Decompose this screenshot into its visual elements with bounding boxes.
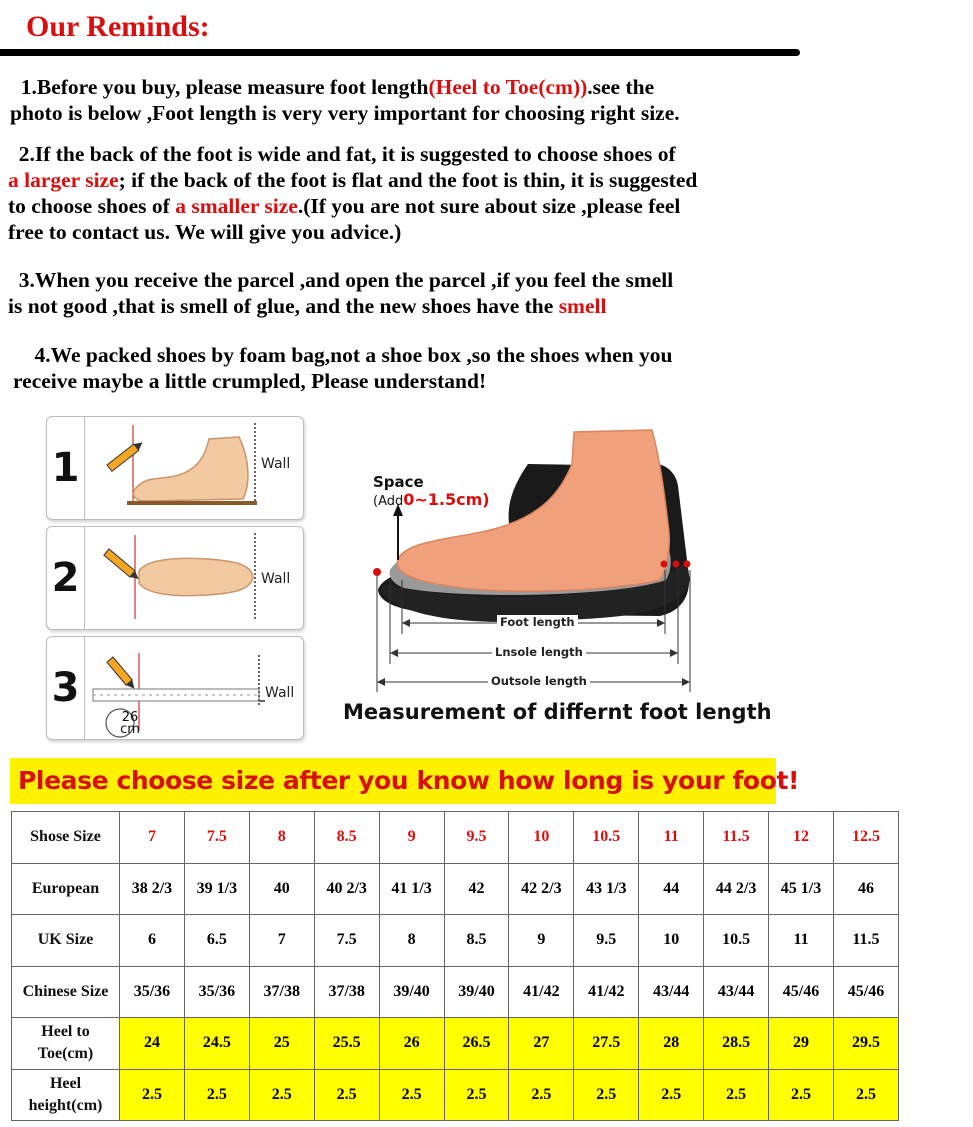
- table-cell: 8.5: [314, 812, 379, 864]
- table-cell: 39 1/3: [184, 863, 249, 915]
- table-cell: 2.5: [184, 1069, 249, 1121]
- measure-badge-unit: cm: [120, 722, 140, 737]
- reminder-2-line-3b: .(If you are not sure about size ,please feel: [297, 194, 681, 218]
- table-cell: 38 2/3: [120, 863, 185, 915]
- european-row: [12, 863, 899, 915]
- reminder-2-line-3a: to choose shoes of: [8, 194, 176, 218]
- foot-length-label: Foot length: [497, 615, 578, 629]
- table-cell: 2.5: [769, 1069, 834, 1121]
- reminder-2-line-1: 2.If the back of the foot is wide and fat, it is suggested to choose shoes of: [8, 142, 676, 166]
- reminder-2-smaller-size: a smaller size: [175, 194, 298, 218]
- table-cell: 40 2/3: [314, 863, 379, 915]
- table-cell: 11: [639, 812, 704, 864]
- space-label: Space: [373, 473, 424, 491]
- table-cell: 41/42: [509, 966, 574, 1018]
- table-cell: 2.5: [509, 1069, 574, 1121]
- table-cell: 37/38: [249, 966, 314, 1018]
- table-cell: 2.5: [314, 1069, 379, 1121]
- table-cell: 39/40: [444, 966, 509, 1018]
- step-1-panel: [46, 416, 304, 520]
- reminder-1-text-a: 1.Before you buy, please measure foot length: [10, 75, 429, 99]
- table-cell: 41 1/3: [379, 863, 444, 915]
- table-cell: 8: [249, 812, 314, 864]
- diagram-title: Measurement of differnt foot length: [343, 700, 772, 724]
- step-1-number: 1: [47, 417, 85, 519]
- outsole-length-label: Outsole length: [488, 674, 590, 688]
- table-cell: 2.5: [574, 1069, 639, 1121]
- table-cell: 25: [249, 1018, 314, 1070]
- table-cell: 9.5: [574, 915, 639, 967]
- size-table-body: [12, 812, 899, 1121]
- row-header: Chinese Size: [12, 966, 120, 1018]
- uk-size-row: [12, 915, 899, 967]
- table-cell: 7: [249, 915, 314, 967]
- wall-label-2: Wall: [261, 571, 291, 587]
- row-header: Heel height(cm): [12, 1069, 120, 1121]
- wall-label-3: Wall: [265, 685, 295, 701]
- table-cell: 12: [769, 812, 834, 864]
- table-cell: 28: [639, 1018, 704, 1070]
- table-cell: 26.5: [444, 1018, 509, 1070]
- table-cell: 24: [120, 1018, 185, 1070]
- table-cell: 45/46: [833, 966, 898, 1018]
- row-header: UK Size: [12, 915, 120, 967]
- reminder-3: [8, 267, 673, 319]
- reminder-1-highlight: (Heel to Toe(cm)): [428, 75, 588, 99]
- table-cell: 9.5: [444, 812, 509, 864]
- table-cell: 45 1/3: [769, 863, 834, 915]
- measure-badge: [117, 712, 143, 736]
- table-cell: 2.5: [639, 1069, 704, 1121]
- table-cell: 2.5: [249, 1069, 314, 1121]
- table-cell: 40: [249, 863, 314, 915]
- table-cell: 6: [120, 915, 185, 967]
- table-cell: 46: [833, 863, 898, 915]
- table-cell: 10.5: [704, 915, 769, 967]
- heel-height-row: [12, 1069, 899, 1121]
- table-cell: 44 2/3: [704, 863, 769, 915]
- table-cell: 11: [769, 915, 834, 967]
- table-cell: 2.5: [120, 1069, 185, 1121]
- table-cell: 39/40: [379, 966, 444, 1018]
- reminder-4-line-1: 4.We packed shoes by foam bag,not a shoe box ,so the shoes when you: [13, 343, 673, 367]
- table-cell: 7.5: [314, 915, 379, 967]
- row-header: European: [12, 863, 120, 915]
- table-cell: 35/36: [120, 966, 185, 1018]
- table-cell: 12.5: [833, 812, 898, 864]
- table-cell: 2.5: [444, 1069, 509, 1121]
- table-cell: 43 1/3: [574, 863, 639, 915]
- reminder-2: [8, 141, 697, 245]
- page-heading: Our Reminds:: [26, 10, 210, 43]
- measure-badge-number: 26: [121, 710, 139, 725]
- heading-divider: [0, 49, 800, 56]
- table-cell: 25.5: [314, 1018, 379, 1070]
- table-cell: 10.5: [574, 812, 639, 864]
- table-cell: 27: [509, 1018, 574, 1070]
- table-cell: 42 2/3: [509, 863, 574, 915]
- table-cell: 37/38: [314, 966, 379, 1018]
- row-header: Heel to Toe(cm): [12, 1018, 120, 1070]
- insole-length-label: Lnsole length: [492, 645, 586, 659]
- table-cell: 8.5: [444, 915, 509, 967]
- reminder-2-line-2: ; if the back of the foot is flat and the foot is thin, it is suggested: [118, 168, 698, 192]
- size-banner-text: Please choose size after you know how long is your foot!: [18, 766, 800, 795]
- reminder-3-line-1: 3.When you receive the parcel ,and open the parcel ,if you feel the smell: [8, 268, 674, 292]
- step-2-panel: [46, 526, 304, 630]
- table-cell: 29: [769, 1018, 834, 1070]
- table-cell: 41/42: [574, 966, 639, 1018]
- space-add-prefix: (Add: [373, 494, 404, 509]
- reminder-3-smell: smell: [558, 294, 607, 318]
- reminder-2-larger-size: a larger size: [8, 168, 119, 192]
- row-header: Shose Size: [12, 812, 120, 864]
- table-cell: 27.5: [574, 1018, 639, 1070]
- table-cell: 2.5: [704, 1069, 769, 1121]
- reminder-1-line-2: photo is below ,Foot length is very very important for choosing right size.: [10, 101, 680, 125]
- reminder-4: [13, 342, 672, 394]
- table-cell: 10: [509, 812, 574, 864]
- reminder-2-line-4: free to contact us. We will give you advice.): [8, 220, 402, 244]
- table-cell: 45/46: [769, 966, 834, 1018]
- reminder-1-text-b: .see the: [587, 75, 655, 99]
- table-cell: 26: [379, 1018, 444, 1070]
- table-cell: 2.5: [833, 1069, 898, 1121]
- reminder-4-line-2: receive maybe a little crumpled, Please understand!: [13, 369, 487, 393]
- table-cell: 8: [379, 915, 444, 967]
- space-range: 0~1.5cm): [403, 490, 490, 509]
- table-cell: 29.5: [833, 1018, 898, 1070]
- table-cell: 42: [444, 863, 509, 915]
- table-cell: 24.5: [184, 1018, 249, 1070]
- size-table: [11, 811, 899, 1121]
- wall-label-1: Wall: [261, 456, 291, 472]
- table-cell: 28.5: [704, 1018, 769, 1070]
- shoe-size-row: [12, 812, 899, 864]
- reminder-1: [10, 74, 680, 126]
- table-cell: 6.5: [184, 915, 249, 967]
- table-cell: 11.5: [833, 915, 898, 967]
- table-cell: 9: [379, 812, 444, 864]
- table-cell: 10: [639, 915, 704, 967]
- table-cell: 44: [639, 863, 704, 915]
- heel-to-toe-row: [12, 1018, 899, 1070]
- chinese-size-row: [12, 966, 899, 1018]
- step-3-number: 3: [47, 637, 85, 739]
- table-cell: 9: [509, 915, 574, 967]
- table-cell: 7: [120, 812, 185, 864]
- step-2-number: 2: [47, 527, 85, 629]
- table-cell: 11.5: [704, 812, 769, 864]
- table-cell: 2.5: [379, 1069, 444, 1121]
- reminder-3-line-2: is not good ,that is smell of glue, and the new shoes have the: [8, 294, 559, 318]
- step-3-panel: [46, 636, 304, 740]
- table-cell: 43/44: [704, 966, 769, 1018]
- table-cell: 7.5: [184, 812, 249, 864]
- table-cell: 35/36: [184, 966, 249, 1018]
- space-add-label: [373, 490, 490, 509]
- table-cell: 43/44: [639, 966, 704, 1018]
